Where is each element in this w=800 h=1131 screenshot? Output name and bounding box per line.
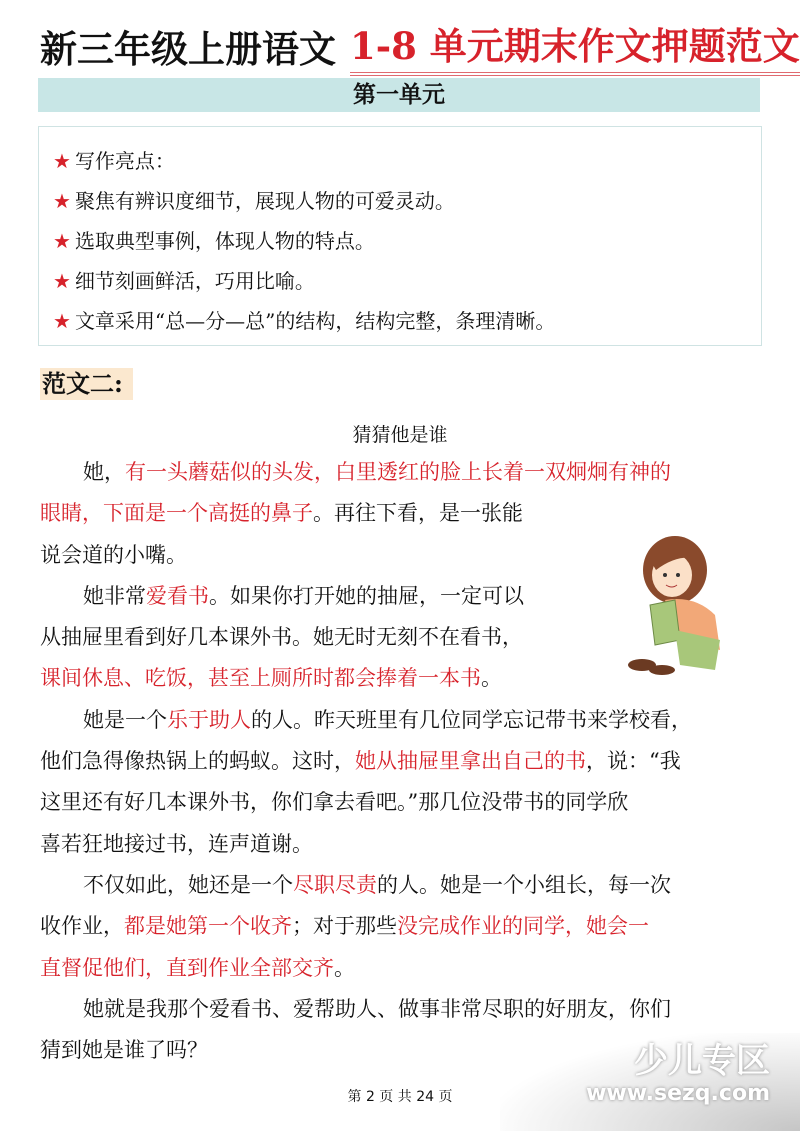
highlighted-text: 尽职尽责 <box>293 872 377 897</box>
text-segment: 他们急得像热锅上的蚂蚁。这时， <box>40 749 355 774</box>
text-segment: 说会道的小嘴。 <box>40 542 187 567</box>
star-icon: ★ <box>53 269 71 293</box>
unit-heading: 第一单元 <box>38 78 760 112</box>
text-segment: 。 <box>481 666 502 691</box>
text-segment: 她， <box>83 460 125 484</box>
text-segment: 从抽屉里看到好几本课外书。她无时无刻不在看书， <box>40 625 523 650</box>
essay-line <box>40 741 770 782</box>
essay-line <box>40 535 770 576</box>
essay-line <box>40 493 770 534</box>
highlights-box <box>38 126 762 346</box>
text-segment: 她就是我那个爱看书、爱帮助人、做事非常尽职的好朋友，你们 <box>83 996 671 1021</box>
highlight-item <box>53 141 761 181</box>
essay-line <box>40 700 770 741</box>
highlight-item <box>53 261 761 301</box>
text-segment: 猜到她是谁了吗？ <box>40 1038 208 1063</box>
text-segment: 这里还有好几本课外书，你们拿去看吧。”那几位没带书的同学欣 <box>40 790 629 815</box>
highlighted-text: 乐于助人 <box>167 707 251 732</box>
essay-title: 猜猜他是谁 <box>352 424 448 446</box>
essay-body <box>40 452 770 1071</box>
highlight-item <box>53 221 761 261</box>
essay-line <box>40 989 770 1030</box>
highlighted-text: 有一头蘑菇似的头发，白里透红的脸上长着一双炯炯有神的 <box>125 460 671 484</box>
text-segment: 她是一个 <box>83 707 167 732</box>
essay-line <box>40 782 770 823</box>
fanwen-label: 范文二: <box>40 368 133 400</box>
watermark-url: www.sezq.com <box>586 1081 770 1106</box>
star-icon: ★ <box>53 189 71 213</box>
page-number: 第 2 页 共 24 页 <box>347 1089 453 1105</box>
text-segment: ，说：“我 <box>586 749 681 774</box>
essay-line <box>40 865 770 906</box>
text-segment: 。再往下看，是一张能 <box>313 501 523 526</box>
highlight-text: 文章采用“总—分—总”的结构，结构完整，条理清晰。 <box>74 309 556 333</box>
highlighted-text: 没完成作业的同学，她会一 <box>397 914 649 939</box>
highlight-text: 聚焦有辨识度细节，展现人物的可爱灵动。 <box>74 189 455 213</box>
essay-line <box>40 824 770 865</box>
highlighted-text: 她从抽屉里拿出自己的书 <box>355 749 586 774</box>
highlight-text: 选取典型事例，体现人物的特点。 <box>74 229 375 253</box>
star-icon: ★ <box>53 149 71 173</box>
text-segment: ；对于那些 <box>292 914 397 939</box>
star-icon: ★ <box>53 229 71 253</box>
document-title <box>40 20 800 72</box>
essay-line <box>40 658 770 699</box>
essay-line <box>40 1030 770 1071</box>
essay-line <box>40 452 770 493</box>
star-icon: ★ <box>53 309 71 333</box>
text-segment: 喜若狂地接过书，连声道谢。 <box>40 831 313 856</box>
text-segment: 。 <box>334 955 355 980</box>
highlighted-text: 课间休息、吃饭，甚至上厕所时都会捧着一本书 <box>40 666 481 691</box>
essay-line <box>40 617 770 658</box>
essay-line <box>40 576 770 617</box>
text-segment: 的人。她是一个小组长，每一次 <box>377 872 671 897</box>
highlighted-text: 直督促他们，直到作业全部交齐 <box>40 955 334 980</box>
text-segment: 。如果你打开她的抽屉，一定可以 <box>209 583 524 608</box>
highlight-text: 写作亮点： <box>74 149 175 173</box>
highlighted-text: 爱看书 <box>146 583 209 608</box>
highlighted-text: 都是她第一个收齐 <box>124 914 292 939</box>
title-black: 新三年级上册语文 <box>40 27 336 71</box>
essay-line <box>40 906 770 947</box>
text-segment: 她非常 <box>83 583 146 608</box>
highlight-text: 细节刻画鲜活，巧用比喻。 <box>74 269 315 293</box>
text-segment: 的人。昨天班里有几位同学忘记带书来学校看， <box>251 707 692 732</box>
title-red: 1-8 单元期末作文押题范文 <box>350 16 800 76</box>
highlighted-text: 眼睛，下面是一个高挺的鼻子 <box>40 501 313 526</box>
highlight-item <box>53 301 761 341</box>
essay-line <box>40 948 770 989</box>
watermark-text: 少儿专区 <box>634 1041 770 1081</box>
text-segment: 收作业， <box>40 914 124 939</box>
text-segment: 不仅如此，她还是一个 <box>83 872 293 897</box>
highlight-item <box>53 181 761 221</box>
